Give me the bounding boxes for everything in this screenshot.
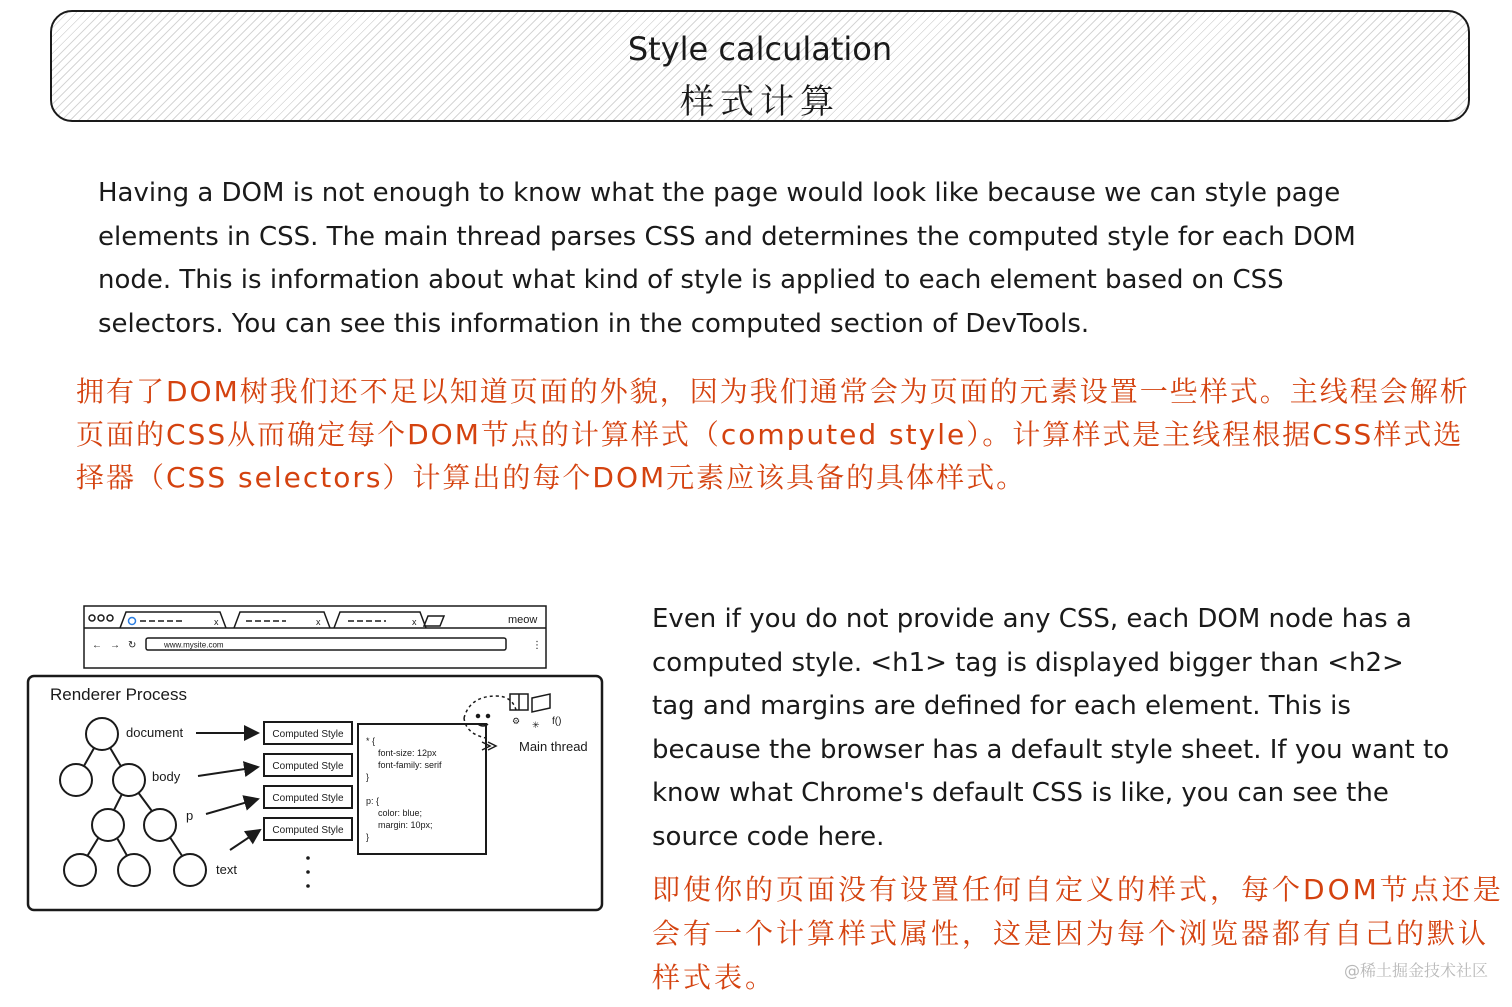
computed-style-label-4: Computed Style	[272, 825, 344, 836]
node-label-document: document	[126, 725, 184, 740]
nav-forward-icon: →	[110, 640, 120, 651]
css-line-6: color: blue;	[378, 808, 423, 818]
title-chinese: 样式计算	[680, 82, 840, 122]
main-thread-label: Main thread	[519, 739, 588, 754]
css-line-5: p: {	[366, 796, 380, 806]
default-style-paragraph-en: Even if you do not provide any CSS, each DOM node has a computed style. <h1> tag is displayed bigger than <h2> tag and margins are defined for each element. This is because the browser has a default style sheet. If you want to know what Chrome's default CSS is like, you can see the source code here.	[652, 604, 1450, 852]
node-label-body: body	[152, 769, 181, 784]
css-line-7: margin: 10px;	[378, 820, 433, 830]
ellipsis-dot-1	[306, 856, 310, 860]
intro-paragraph-en: Having a DOM is not enough to know what the page would look like because we can style page elements in CSS. The main thread parses CSS and determines the computed style for each DOM node. This is information about what kind of style is applied to each element based on CSS selectors. You can see this information in the computed section of DevTools.	[98, 178, 1356, 339]
dom-node-text-1	[64, 854, 96, 886]
dom-node-p	[92, 809, 124, 841]
tab-1-close-icon: x	[214, 617, 219, 627]
menu-icon: ⋮	[532, 640, 542, 651]
reload-icon: ↻	[128, 640, 137, 651]
ellipsis-dot-3	[306, 884, 310, 888]
intro-paragraph-zh: 拥有了DOM树我们还不足以知道页面的外貌，因为我们通常会为页面的元素设置一些样式。主线程会解析页面的CSS从而确定每个DOM节点的计算样式（computed style）。计算样式是主线程根据CSS样式选择器（CSS selectors）计算出的每个DOM元素应该具备的具体样式。	[76, 375, 1470, 494]
computed-style-label-3: Computed Style	[272, 793, 344, 804]
svg-text:✳: ✳	[532, 720, 540, 730]
browser-window	[84, 606, 546, 668]
ellipsis-dot-2	[306, 870, 310, 874]
nav-back-icon: ←	[92, 640, 102, 651]
renderer-process-diagram	[24, 600, 614, 920]
svg-text:f(): f()	[552, 716, 562, 727]
css-line-3: font-family: serif	[378, 760, 442, 770]
title-banner	[50, 10, 1470, 122]
title-english: Style calculation	[627, 30, 893, 68]
css-source-box	[358, 724, 486, 854]
computed-style-label-2: Computed Style	[272, 761, 344, 772]
tab-3-close-icon: x	[412, 617, 417, 627]
watermark: @稀土掘金技术社区	[1343, 961, 1488, 980]
browser-brand: meow	[508, 614, 538, 626]
computed-style-label-1: Computed Style	[272, 729, 344, 740]
css-line-4: }	[366, 772, 370, 782]
dom-node-head	[60, 764, 92, 796]
css-line-1: * {	[366, 736, 376, 746]
dom-node-text-2	[118, 854, 150, 886]
renderer-process-label: Renderer Process	[50, 685, 188, 704]
dom-node-body	[113, 764, 145, 796]
css-line-8: }	[366, 832, 370, 842]
tab-2-close-icon: x	[316, 617, 321, 627]
dom-node-text-3	[174, 854, 206, 886]
node-label-text: text	[216, 862, 237, 877]
css-line-2: font-size: 12px	[378, 748, 437, 758]
node-label-p: p	[186, 808, 194, 823]
svg-text:⚙: ⚙	[512, 716, 521, 726]
default-style-paragraph-zh: 即使你的页面没有设置任何自定义的样式，每个DOM节点还是会有一个计算样式属性，这是因为每个浏览器都有自己的默认样式表。	[652, 873, 1504, 994]
dom-node-document	[86, 718, 118, 750]
address-url: www.mysite.com	[164, 640, 224, 650]
dom-node-div	[144, 809, 176, 841]
